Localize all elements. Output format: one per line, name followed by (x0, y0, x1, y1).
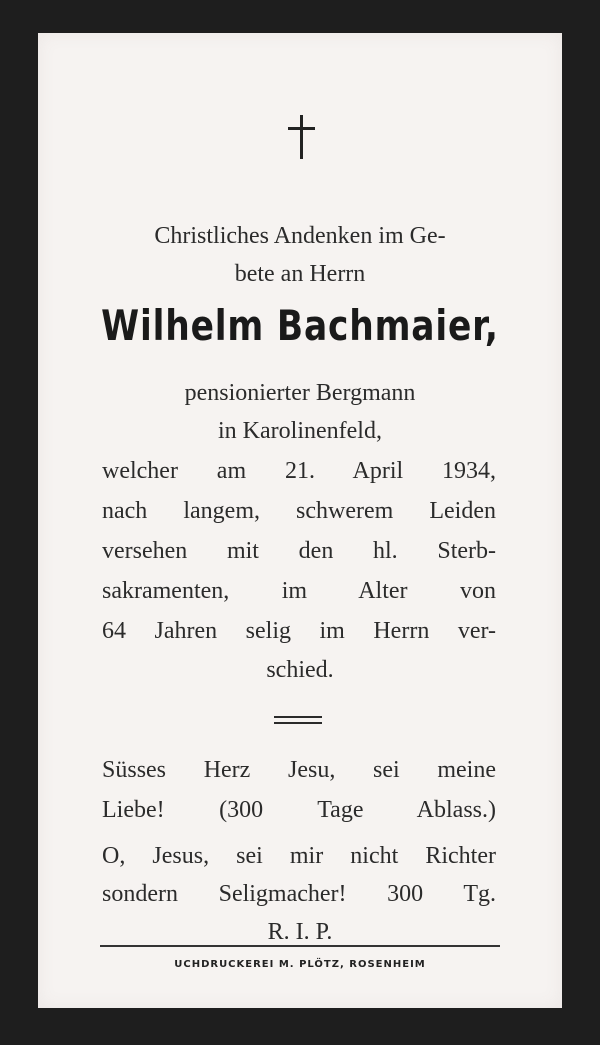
prayer2-line-1: O, Jesus, sei mir nicht Richter (102, 843, 496, 869)
text-line-5: 64 Jahren selig im Herrn ver- (102, 618, 496, 644)
text-line-4: sakramenten, im Alter von (102, 578, 496, 604)
latin-cross-icon (38, 115, 562, 165)
text-line-2: nach langem, schwerem Leiden (102, 498, 496, 524)
text-line-1: welcher am 21. April 1934, (102, 458, 496, 484)
prayer2-line-2: sondern Seligmacher! 300 Tg. (102, 881, 496, 907)
text-last-line: schied. (266, 657, 334, 683)
prayer1-line-1: Süsses Herz Jesu, sei meine (102, 757, 496, 783)
intro-line-1: Christliches Andenken im Ge- (154, 223, 446, 249)
printer-imprint: UCHDRUCKEREI M. PLÖTZ, ROSENHEIM (174, 959, 426, 970)
rip-line: R. I. P. (267, 919, 333, 945)
prayer1-line-2: Liebe! (300 Tage Ablass.) (102, 797, 496, 823)
place-line: in Karolinenfeld, (218, 418, 382, 444)
card-paper (38, 33, 562, 1008)
bottom-rule (100, 945, 500, 947)
occupation-line: pensionierter Bergmann (184, 380, 416, 406)
deceased-name: Wilhelm Bachmaier, (101, 301, 499, 350)
intro-line-2: bete an Herrn (234, 261, 366, 287)
text-line-3: versehen mit den hl. Sterb- (102, 538, 496, 564)
